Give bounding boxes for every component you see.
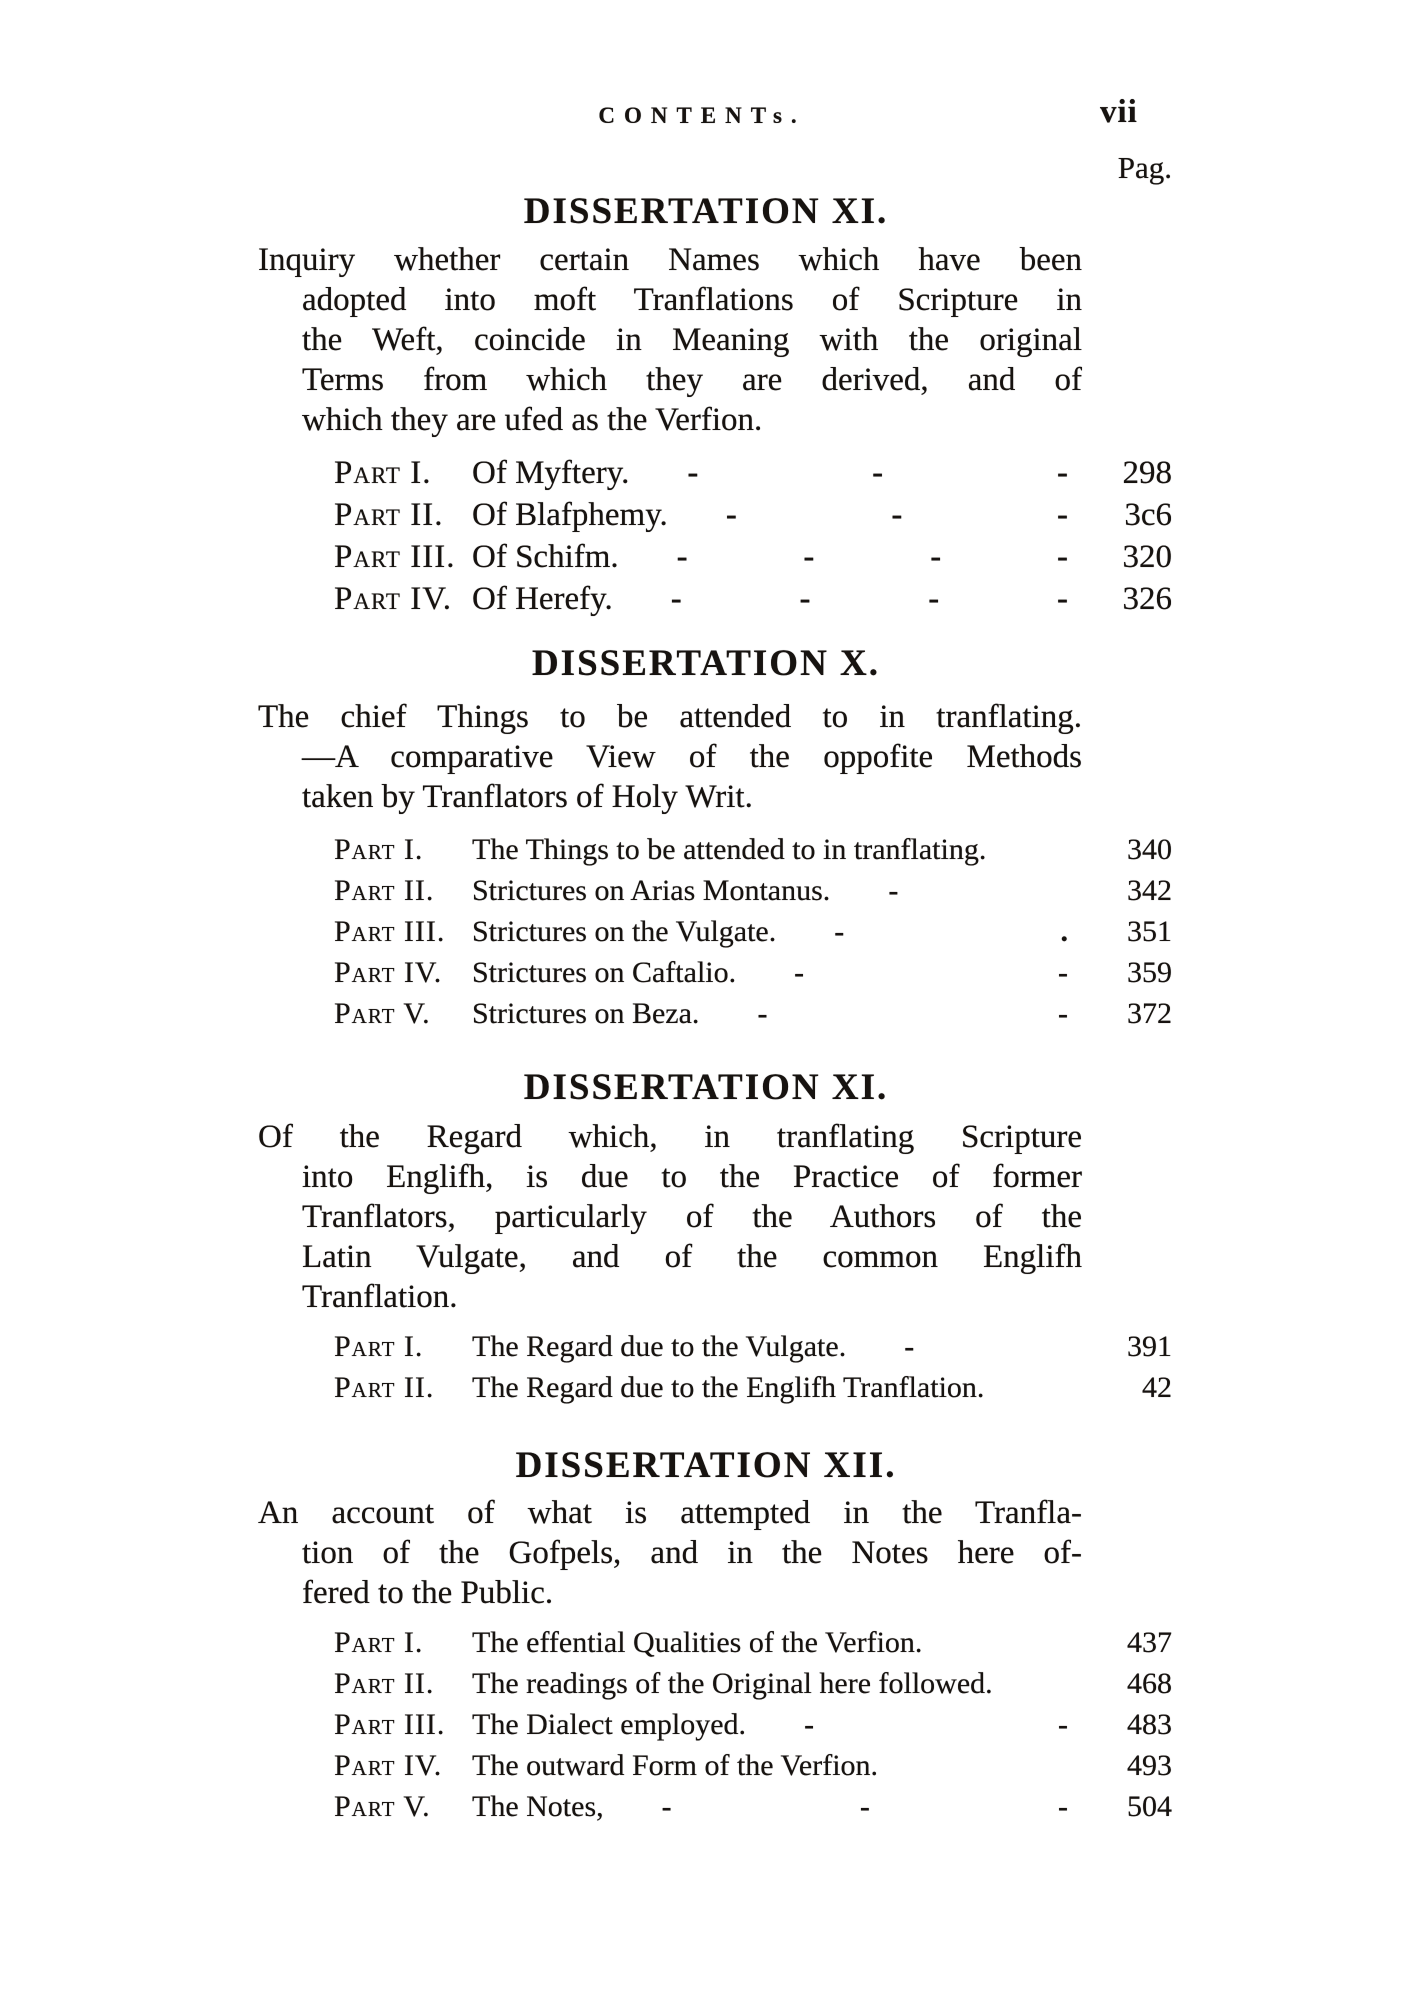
- toc-entry: [334, 1622, 1172, 1663]
- section-summary: [258, 697, 1082, 817]
- summary-line: Tranflation.: [302, 1279, 458, 1315]
- part-label: Part V.: [334, 1790, 431, 1823]
- section-heading: DISSERTATION XI.: [523, 1067, 889, 1108]
- summary-line: fered to the Public.: [302, 1575, 554, 1611]
- part-title: The effential Qualities of the Verfion.: [472, 1626, 923, 1659]
- page-number: 3c6: [1124, 497, 1172, 533]
- part-title: Strictures on Arias Montanus.: [472, 874, 831, 907]
- part-label: Part IV.: [334, 581, 453, 617]
- dash-leader: - - - -: [670, 581, 1068, 617]
- summary-line: taken by Tranflators of Holy Writ.: [302, 779, 753, 815]
- parts-list: [334, 1622, 1172, 1827]
- dash-leader: - -: [757, 997, 1068, 1030]
- section-heading: DISSERTATION XII.: [515, 1445, 897, 1486]
- parts-list: [334, 452, 1172, 620]
- dash-leader: - - -: [687, 455, 1068, 491]
- dash-leader: -: [888, 874, 899, 907]
- part-label: Part I.: [334, 1330, 424, 1363]
- part-label: Part III.: [334, 539, 456, 575]
- summary-line: into Englifh, is due to the Practice of former: [302, 1159, 1082, 1195]
- toc-entry: [334, 870, 1172, 911]
- page-number: 340: [1127, 833, 1172, 866]
- part-title: The Regard due to the Englifh Tranflation.: [472, 1371, 985, 1404]
- running-head: CONTENTs.: [598, 103, 806, 128]
- toc-entry: [334, 952, 1172, 993]
- summary-line: the Weft, coincide in Meaning with the original: [302, 322, 1082, 358]
- dash-leader: - - -: [725, 497, 1068, 533]
- page-number: 320: [1122, 539, 1172, 575]
- part-label: Part I.: [334, 455, 432, 491]
- summary-line: An account of what is attempted in the Tranfla-: [258, 1495, 1082, 1531]
- part-title: Of Herefy.: [472, 581, 613, 617]
- part-label: Part II.: [334, 497, 444, 533]
- dash-leader: - - -: [661, 1790, 1068, 1823]
- page-column-label: Pag.: [1117, 150, 1172, 185]
- parts-list: [334, 829, 1172, 1034]
- part-title: The Notes,: [472, 1790, 604, 1823]
- summary-line: —A comparative View of the oppofite Methods: [302, 739, 1082, 775]
- summary-line: Of the Regard which, in tranflating Scripture: [258, 1119, 1082, 1155]
- toc-entry: [334, 1745, 1172, 1786]
- page-number: 326: [1122, 581, 1172, 617]
- part-title: The outward Form of the Verfion.: [472, 1749, 879, 1782]
- toc-entry: [334, 1663, 1172, 1704]
- dash-leader: - -: [794, 956, 1068, 989]
- part-label: Part IV.: [334, 1749, 443, 1782]
- page-number: 437: [1127, 1626, 1172, 1659]
- parts-list: [334, 1326, 1172, 1408]
- part-title: Strictures on Beza.: [472, 997, 700, 1030]
- page-number: 42: [1142, 1371, 1172, 1404]
- page-number: 351: [1127, 915, 1172, 948]
- part-label: Part V.: [334, 997, 431, 1030]
- summary-line: adopted into moft Tranflations of Scripture in: [302, 282, 1082, 318]
- part-label: Part I.: [334, 833, 424, 866]
- summary-line: The chief Things to be attended to in tranflating.: [258, 699, 1082, 735]
- page-number: 391: [1127, 1330, 1172, 1363]
- part-title: The Regard due to the Vulgate.: [472, 1330, 847, 1363]
- part-title: The Things to be attended to in tranflating.: [472, 833, 987, 866]
- toc-entry: [334, 1367, 1172, 1408]
- section-summary: [258, 1117, 1082, 1317]
- toc-entry: [334, 1704, 1172, 1745]
- page-number: 359: [1127, 956, 1172, 989]
- toc-entry: [334, 494, 1172, 536]
- toc-entry: [334, 993, 1172, 1034]
- toc-entry: [334, 452, 1172, 494]
- part-label: Part IV.: [334, 956, 443, 989]
- page-number: 483: [1127, 1708, 1172, 1741]
- dash-leader: -: [904, 1330, 915, 1363]
- page-number: 493: [1127, 1749, 1172, 1782]
- summary-line: Latin Vulgate, and of the common Englifh: [302, 1239, 1082, 1275]
- part-title: The Dialect employed.: [472, 1708, 747, 1741]
- toc-entry: [334, 536, 1172, 578]
- dash-leader: - -: [804, 1708, 1068, 1741]
- toc-entry: [334, 1786, 1172, 1827]
- part-label: Part I.: [334, 1626, 424, 1659]
- summary-line: tion of the Gofpels, and in the Notes here of-: [302, 1535, 1082, 1571]
- dash-leader: - - - -: [676, 539, 1068, 575]
- section-heading: DISSERTATION X.: [531, 643, 881, 684]
- page-number: 298: [1122, 455, 1172, 491]
- summary-line: Tranflators, particularly of the Authors of the: [302, 1199, 1082, 1235]
- section-summary: [258, 1493, 1082, 1613]
- page-number: 342: [1127, 874, 1172, 907]
- part-title: Strictures on Caftalio.: [472, 956, 737, 989]
- part-title: The readings of the Original here followed.: [472, 1667, 993, 1700]
- summary-line: which they are ufed as the Verfion.: [302, 402, 763, 438]
- page-number: 372: [1127, 997, 1172, 1030]
- toc-entry: [334, 911, 1172, 952]
- summary-line: Inquiry whether certain Names which have been: [258, 242, 1082, 278]
- page-number: 504: [1127, 1790, 1172, 1823]
- part-title: Of Myftery.: [472, 455, 630, 491]
- summary-line: Terms from which they are derived, and of: [302, 362, 1082, 398]
- part-title: Of Schifm.: [472, 539, 619, 575]
- part-title: Strictures on the Vulgate.: [472, 915, 777, 948]
- part-label: Part II.: [334, 1371, 435, 1404]
- section-heading: DISSERTATION XI.: [523, 191, 889, 232]
- part-label: Part II.: [334, 874, 435, 907]
- part-title: Of Blafphemy.: [472, 497, 668, 533]
- page-number: 468: [1127, 1667, 1172, 1700]
- section-summary: [258, 240, 1082, 440]
- part-label: Part III.: [334, 915, 446, 948]
- toc-entry: [334, 578, 1172, 620]
- dash-leader: - .: [834, 915, 1068, 948]
- part-label: Part III.: [334, 1708, 446, 1741]
- toc-entry: [334, 829, 1172, 870]
- folio-page-number: vii: [1100, 94, 1138, 130]
- toc-entry: [334, 1326, 1172, 1367]
- part-label: Part II.: [334, 1667, 435, 1700]
